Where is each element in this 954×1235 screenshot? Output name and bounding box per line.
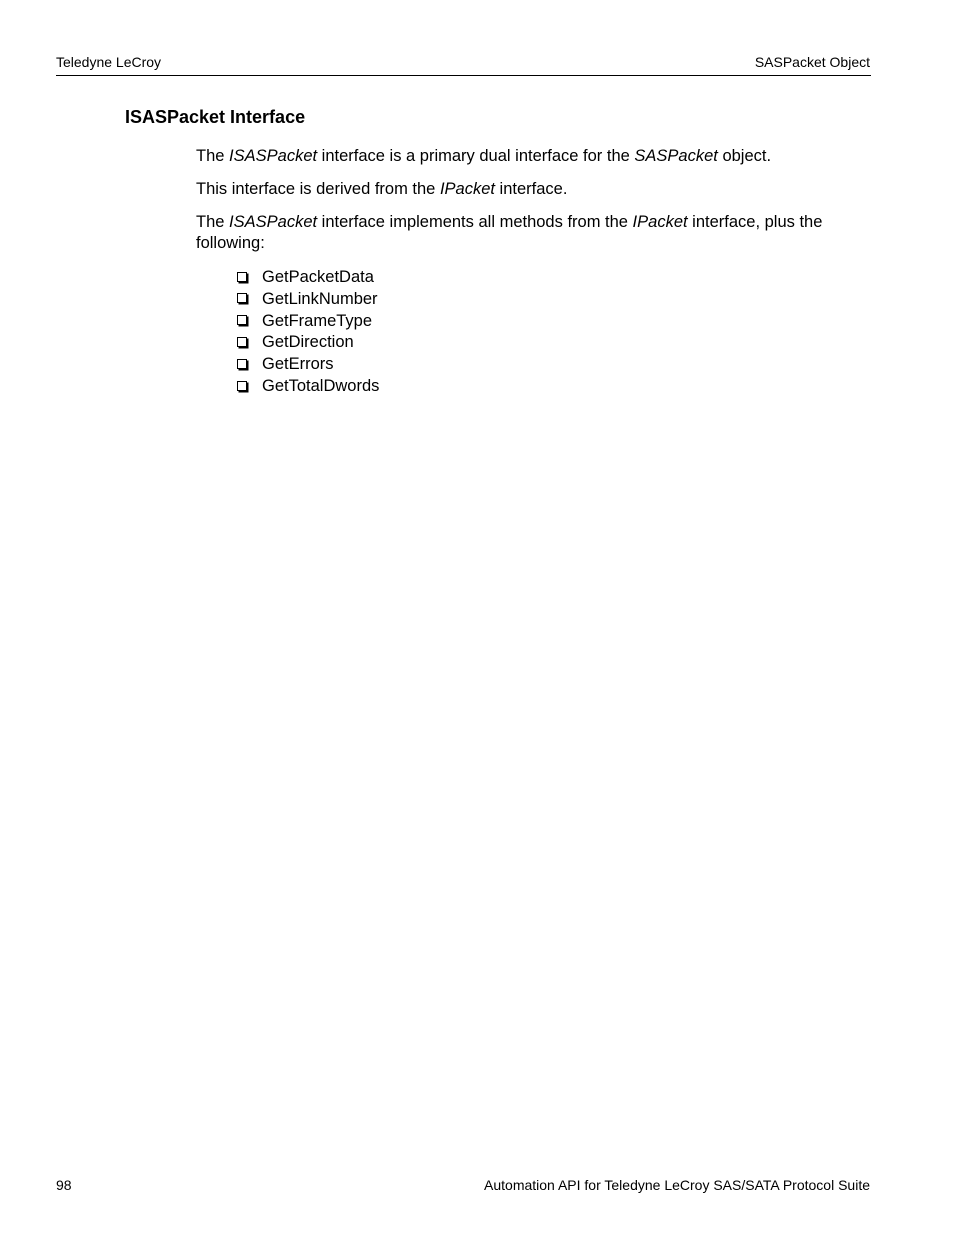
text-run: interface, plus the following: <box>196 213 823 252</box>
header-section: SASPacket Object <box>754 54 870 70</box>
method-list <box>237 267 379 398</box>
paragraph-primary-interface <box>196 146 856 167</box>
text-run: interface is a primary dual interface for the <box>317 147 635 165</box>
text-run: interface implements all methods from the <box>317 213 633 231</box>
checkbox-bullet-icon <box>237 293 247 303</box>
method-name: GetDirection <box>262 333 354 352</box>
checkbox-bullet-icon <box>237 272 247 282</box>
section-title: ISASPacket Interface <box>125 107 306 127</box>
page-header <box>56 52 871 76</box>
list-item <box>237 376 379 398</box>
text-run-italic: ISASPacket <box>229 147 318 165</box>
text-run: interface. <box>494 180 568 198</box>
list-item <box>237 289 379 311</box>
method-name: GetFrameType <box>262 311 373 330</box>
checkbox-bullet-icon <box>237 381 247 391</box>
text-run-italic: ISASPacket <box>229 213 318 231</box>
list-item <box>237 267 379 289</box>
page-number: 98 <box>56 1177 72 1193</box>
header-company: Teledyne LeCroy <box>56 54 162 70</box>
text-run: The <box>196 213 230 231</box>
text-run-italic: SASPacket <box>634 147 718 165</box>
list-item <box>237 311 379 333</box>
text-run: object. <box>717 147 772 165</box>
paragraph-implements <box>196 212 856 254</box>
checkbox-bullet-icon <box>237 359 247 369</box>
text-run-italic: IPacket <box>632 213 688 231</box>
list-item <box>237 332 379 354</box>
checkbox-bullet-icon <box>237 315 247 325</box>
method-name: GetTotalDwords <box>262 376 380 395</box>
method-name: GetLinkNumber <box>262 289 378 308</box>
method-name: GetErrors <box>262 355 334 374</box>
document-title: Automation API for Teledyne LeCroy SAS/SATA Protocol Suite <box>484 1177 870 1193</box>
checkbox-bullet-icon <box>237 337 247 347</box>
text-run: This interface is derived from the <box>196 180 440 198</box>
text-run-italic: IPacket <box>439 180 495 198</box>
paragraph-derived-from <box>196 179 856 200</box>
text-run: The <box>196 147 230 165</box>
list-item <box>237 354 379 376</box>
method-name: GetPacketData <box>262 268 374 286</box>
